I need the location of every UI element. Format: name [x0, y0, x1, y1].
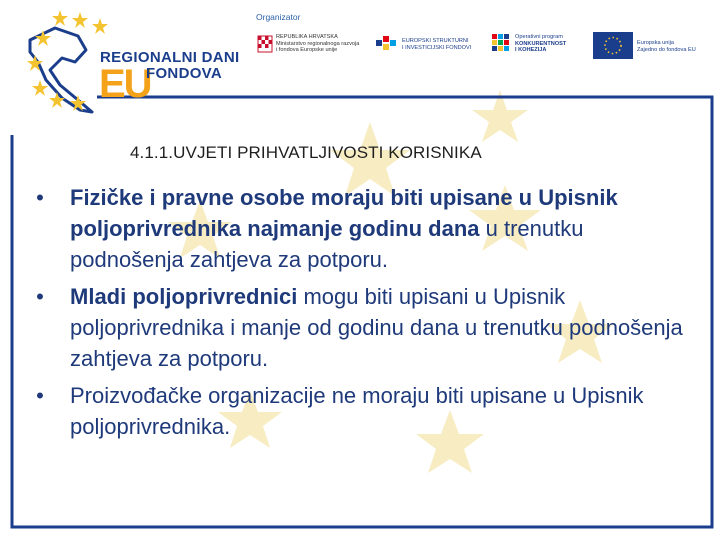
bullet-item	[30, 380, 690, 442]
bullet-dot: •	[36, 383, 44, 408]
sponsor-eu-line1: Europska unija	[637, 40, 675, 46]
sponsor-opkk-line3: I KOHEZIJA	[515, 47, 547, 54]
coat-of-arms-icon	[258, 36, 272, 52]
bullet-bold-text: Mladi poljoprivrednici	[70, 284, 298, 309]
logo-star	[92, 18, 108, 34]
bullet-list	[30, 182, 690, 448]
bullet-text: mogu biti upisani u Upisnik poljoprivrednika i manje od godinu dana u trenutku podnošenja zahtjeva za potporu.	[70, 284, 683, 371]
logo-fondova: FONDOVA	[146, 65, 222, 82]
sponsor-esi-text	[402, 38, 471, 51]
sponsor-opkk-line1: Operativni program	[515, 34, 563, 40]
sponsor-opkk-text	[515, 34, 566, 54]
sponsor-esi-line2: I INVESTICIJSKI FONDOVI	[402, 44, 472, 51]
sponsor-ministry	[276, 34, 359, 54]
logo-title: REGIONALNI DANI	[100, 49, 240, 66]
sponsor-ministry-text	[276, 34, 359, 54]
bullet-item	[30, 182, 690, 275]
logo-star	[72, 12, 88, 28]
bullet-dot: •	[36, 284, 44, 309]
logo-star	[32, 80, 48, 96]
sponsor-opkk-line2: KONKURENTNOST	[515, 40, 567, 47]
bullet-item	[30, 281, 690, 374]
logo-eu: EU	[99, 62, 151, 106]
sponsor-eu-line2: Zajedno do fondova EU	[637, 46, 696, 53]
bullet-text: Proizvođačke organizacije ne moraju biti upisane u Upisnik poljoprivrednika.	[70, 383, 644, 439]
sponsor-esi	[402, 38, 471, 51]
sponsor-ministry-line2: Ministarstvo regionalnoga razvoja	[276, 40, 360, 47]
sponsor-opkk	[515, 34, 566, 54]
logo-star	[52, 10, 68, 26]
eu-flag-icon	[593, 32, 633, 59]
section-title: 4.1.1.UVJETI PRIHVATLJIVOSTI KORISNIKA	[130, 143, 482, 162]
bullet-bold-text: Fizičke i pravne osobe moraju biti upisane u Upisnik poljoprivrednika najmanje godinu dana	[70, 185, 618, 241]
esi-funds-icon	[376, 36, 396, 50]
sponsor-esi-line1: EUROPSKI STRUKTURNI	[402, 38, 469, 44]
bullet-dot: •	[36, 185, 44, 210]
sponsor-ministry-line1: REPUBLIKA HRVATSKA	[276, 34, 338, 40]
bullet-text: u trenutku podnošenja zahtjeva za potporu.	[70, 216, 584, 272]
sponsor-ministry-line3: i fondova Europske unije	[276, 47, 338, 54]
sponsor-eu	[637, 40, 696, 53]
opkk-icon	[492, 34, 509, 51]
sponsor-eu-text	[637, 40, 696, 53]
organizator-label: Organizator	[256, 12, 301, 22]
